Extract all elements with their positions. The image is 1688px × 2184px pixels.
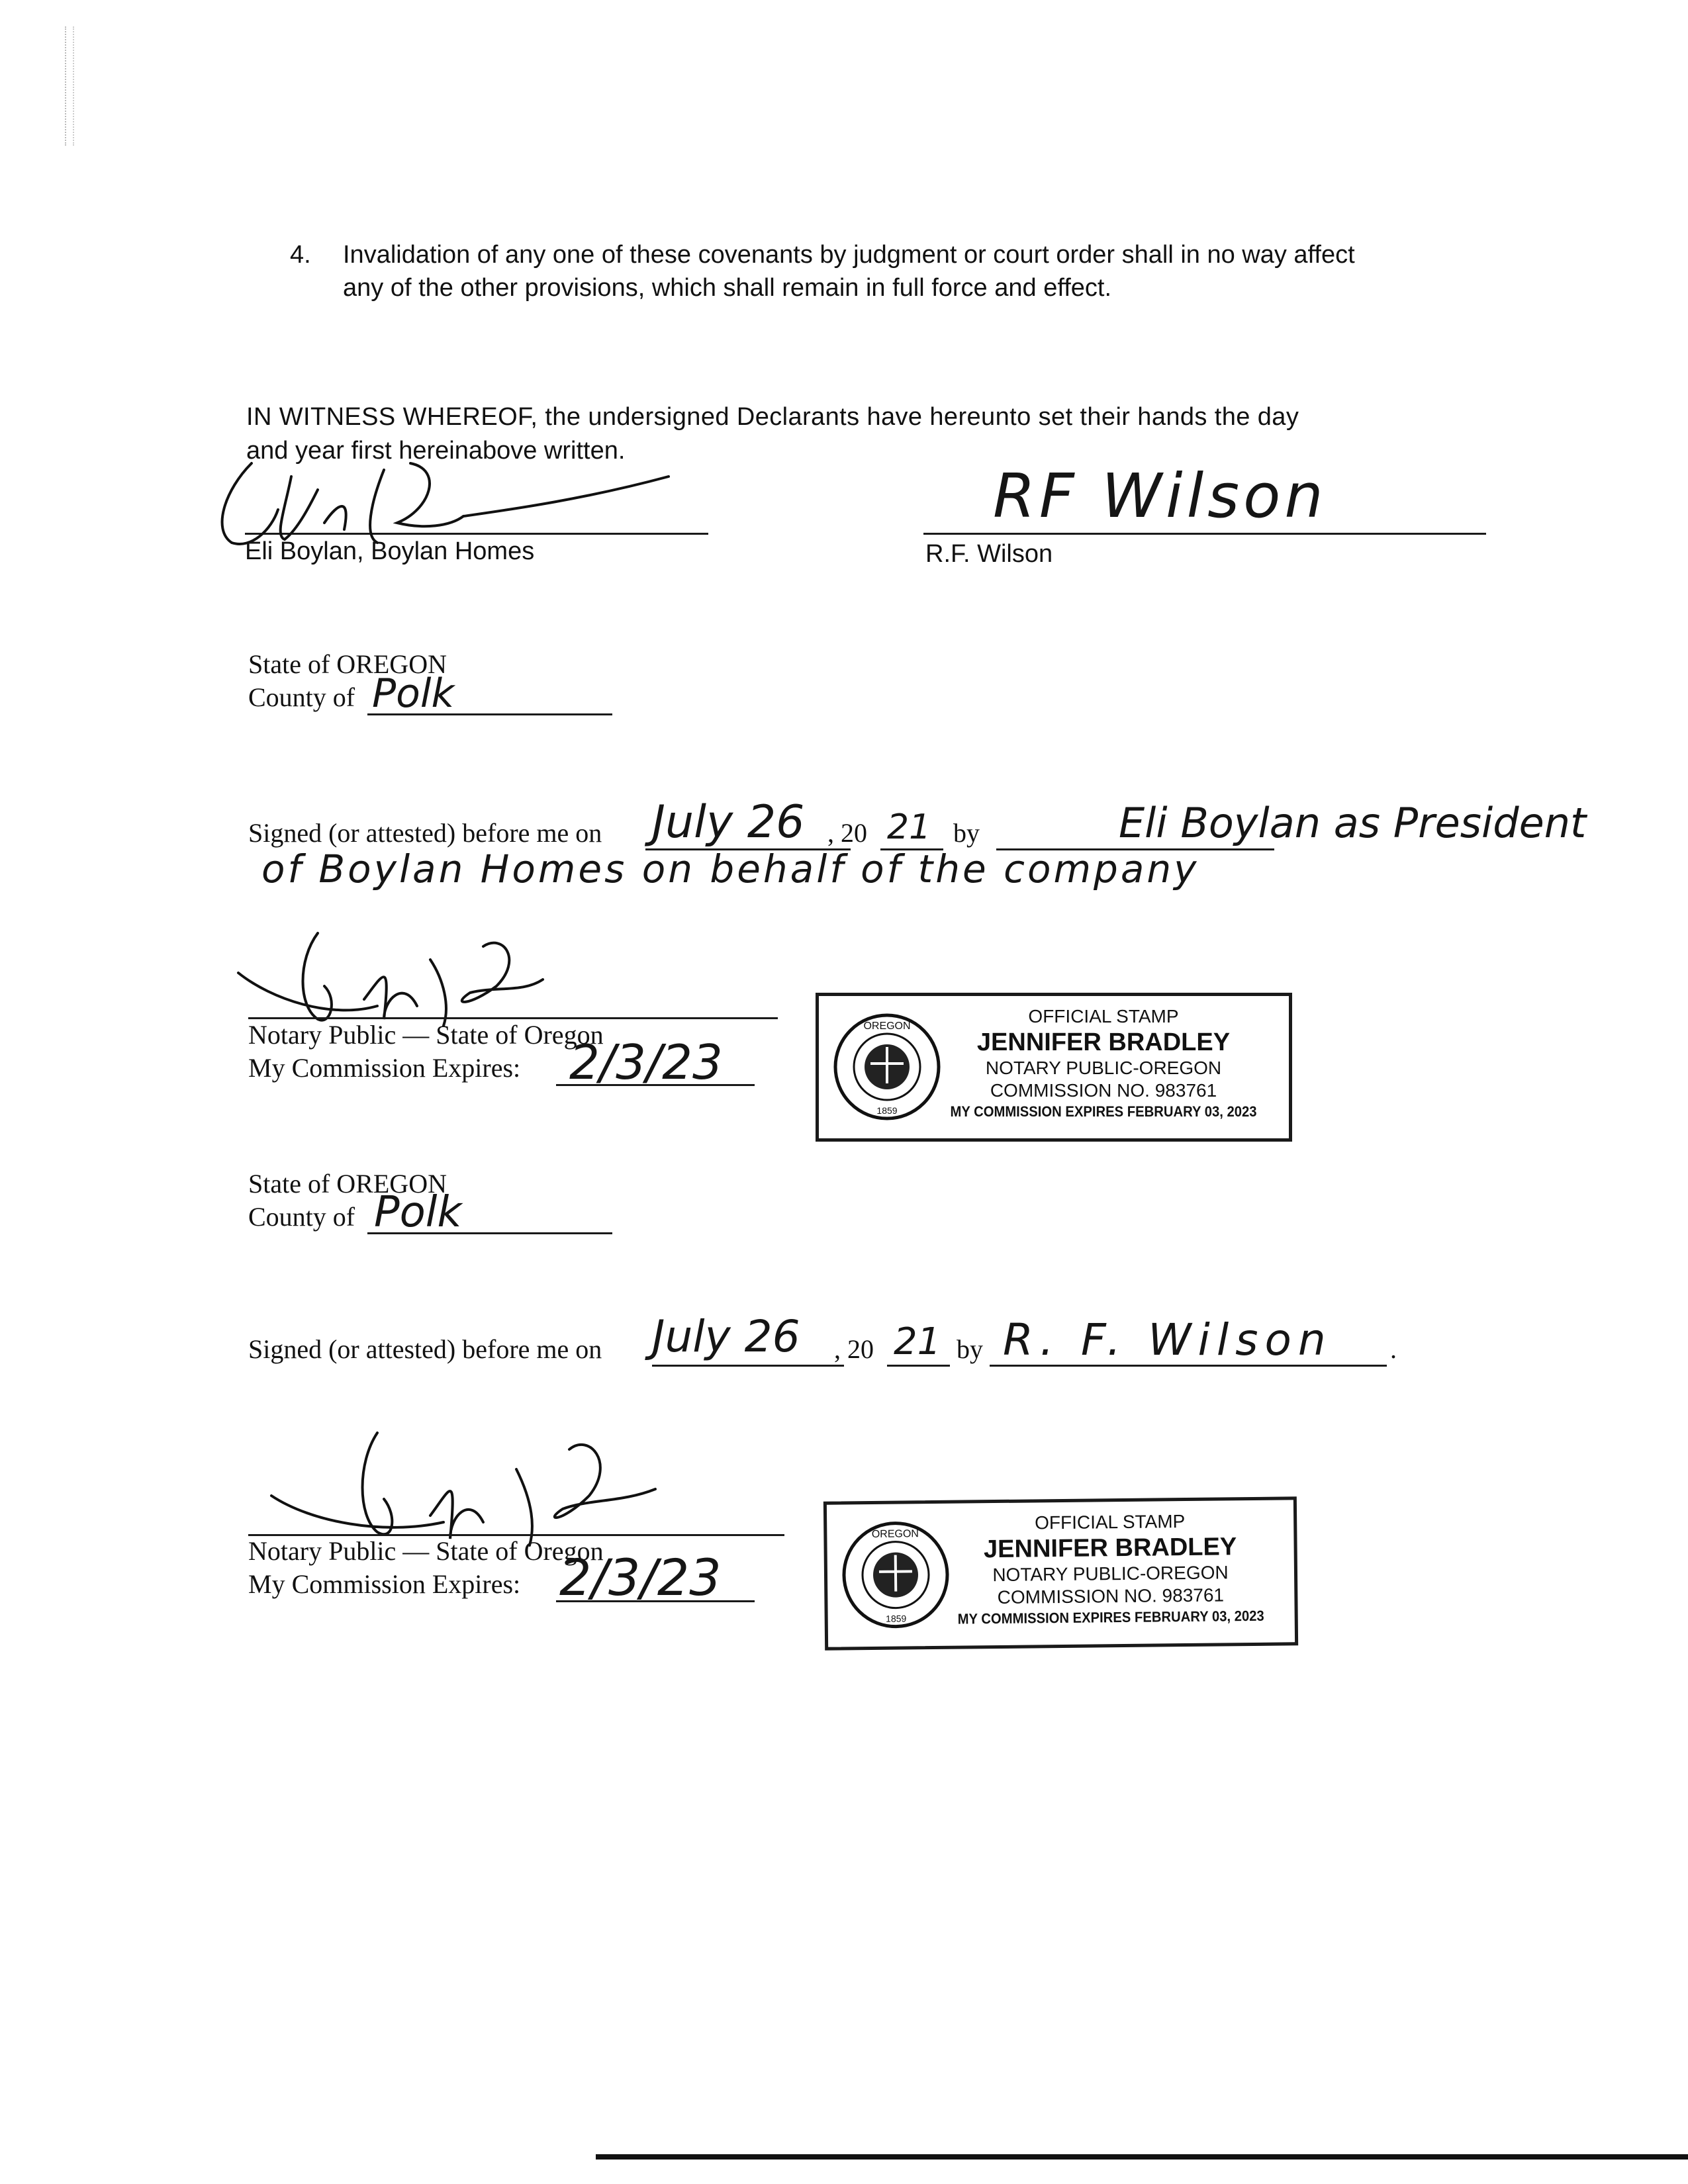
- ack2-date-handwritten: July 26: [652, 1311, 800, 1362]
- stamp-commission: COMMISSION NO. 983761: [990, 1080, 1217, 1101]
- ack2-expires-handwritten: 2/3/23: [559, 1548, 722, 1607]
- ack2-expires-label: My Commission Expires:: [248, 1569, 521, 1599]
- svg-text:OREGON: OREGON: [871, 1528, 919, 1540]
- ack1-year-handwritten: 21: [887, 807, 931, 847]
- ack1-state-label: State of OREGON: [248, 649, 447, 679]
- ack2-trailing-period: .: [1390, 1334, 1397, 1364]
- right-signature-line: [923, 533, 1486, 535]
- stamp-expires: MY COMMISSION EXPIRES FEBRUARY 03, 2023: [950, 1103, 1257, 1120]
- witness-clause-line2: and year first hereinabove written.: [246, 437, 626, 465]
- stamp-title: OFFICIAL STAMP: [1028, 1006, 1179, 1026]
- ack2-state-label: State of OREGON: [248, 1169, 447, 1199]
- svg-text:OREGON: OREGON: [863, 1021, 911, 1032]
- ack2-by-handwritten: R. F. Wilson: [1003, 1314, 1333, 1365]
- stamp-name: JENNIFER BRADLEY: [983, 1533, 1237, 1564]
- svg-text:1859: 1859: [876, 1105, 898, 1116]
- ack1-date-handwritten: July 26: [652, 796, 805, 848]
- ack1-signed-label: Signed (or attested) before me on: [248, 818, 602, 848]
- ack1-expires-label: My Commission Expires:: [248, 1053, 521, 1083]
- ack2-year-handwritten: 21: [894, 1320, 941, 1363]
- ack2-county-handwritten: Polk: [374, 1188, 462, 1237]
- right-signatory-label: R.F. Wilson: [925, 540, 1053, 568]
- rf-wilson-signature: RF Wilson: [993, 461, 1327, 531]
- ack2-notary-label: Notary Public — State of Oregon: [248, 1536, 604, 1566]
- scan-edge-artifact: [65, 26, 74, 146]
- ack2-date-line: [652, 1365, 844, 1367]
- ack2-stamp-text: [926, 1509, 1295, 1629]
- ack1-year-prefix: , 20: [827, 818, 867, 848]
- ack2-year-prefix: , 20: [834, 1334, 874, 1364]
- ack2-signed-label: Signed (or attested) before me on: [248, 1334, 602, 1364]
- stamp-commission: COMMISSION NO. 983761: [997, 1584, 1225, 1608]
- covenant-number: 4.: [290, 241, 311, 269]
- ack1-expires-handwritten: 2/3/23: [569, 1034, 723, 1090]
- covenant-text-line1: Invalidation of any one of these covenants by judgment or court order shall in no way affect: [343, 241, 1355, 269]
- ack1-by-handwritten-line1: Eli Boylan as President: [1119, 799, 1587, 847]
- covenant-text-line2: any of the other provisions, which shall remain in full force and effect.: [343, 274, 1112, 302]
- witness-clause-line1: IN WITNESS WHEREOF, the undersigned Declarants have hereunto set their hands the day: [246, 403, 1299, 431]
- stamp-role: NOTARY PUBLIC-OREGON: [992, 1562, 1229, 1586]
- ack1-stamp-text: [918, 1005, 1289, 1122]
- ack1-official-stamp: [816, 993, 1292, 1142]
- ack2-county-label: County of: [248, 1202, 355, 1232]
- stamp-role: NOTARY PUBLIC-OREGON: [985, 1058, 1222, 1078]
- ack2-official-stamp: [823, 1496, 1298, 1650]
- stamp-expires: MY COMMISSION EXPIRES FEBRUARY 03, 2023: [957, 1607, 1264, 1627]
- ack1-notary-label: Notary Public — State of Oregon: [248, 1020, 604, 1050]
- ack2-year-line: [887, 1365, 950, 1367]
- stamp-name: JENNIFER BRADLEY: [976, 1028, 1231, 1056]
- ack1-by-handwritten-line2: of Boylan Homes on behalf of the company: [261, 846, 1199, 891]
- ack1-by-label: by: [953, 818, 980, 848]
- scan-bottom-edge: [596, 2154, 1688, 2160]
- ack2-by-label: by: [957, 1334, 983, 1364]
- ack1-county-handwritten: Polk: [372, 670, 455, 717]
- svg-text:1859: 1859: [886, 1613, 907, 1624]
- stamp-title: OFFICIAL STAMP: [1034, 1511, 1186, 1533]
- ack1-county-label: County of: [248, 682, 355, 712]
- left-signatory-label: Eli Boylan, Boylan Homes: [245, 537, 535, 565]
